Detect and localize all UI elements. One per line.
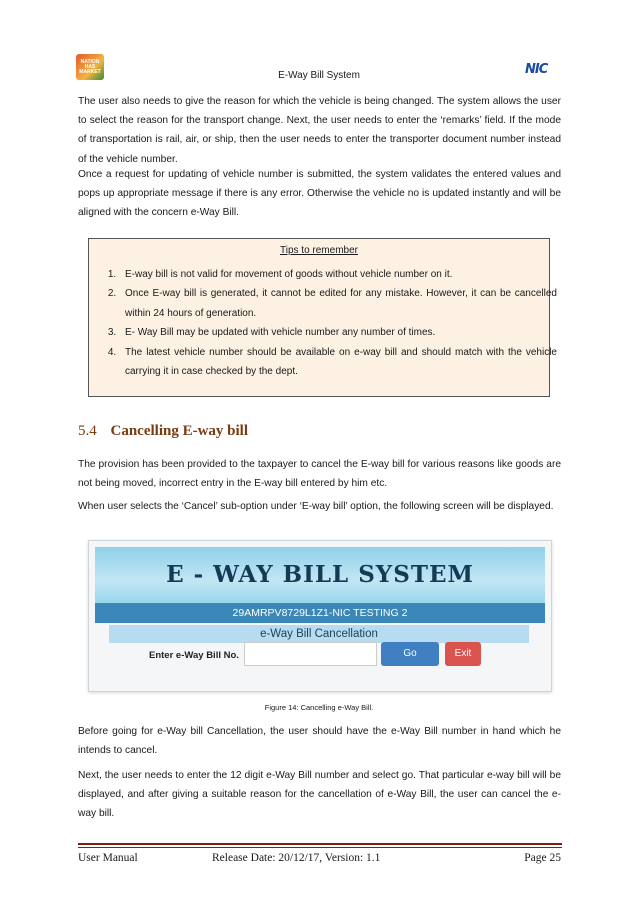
footer-page-number: Page 25: [524, 852, 561, 864]
system-banner: [95, 547, 545, 603]
paragraph-validation: Once a request for updating of vehicle number is submitted, the system validates the entered values and pops up appropriate message if there is any error. Otherwise the vehicle no is updated instantly and will be aligned with the concern e-Way Bill.: [78, 169, 561, 219]
ewb-number-label: Enter e-Way Bill No.: [149, 650, 239, 661]
section-heading: [78, 423, 248, 440]
paragraph-provision: The provision has been provided to the taxpayer to cancel the E-way bill for various reasons like goods are not being moved, incorrect entry in the E-way bill entered by him etc.: [78, 459, 561, 490]
paragraph-vehicle-reason: The user also needs to give the reason for which the vehicle is being changed. The system allows the user to select the reason for the transport change. Next, the user needs to enter the ‘remarks’ field. If the mode of transportation is rail, air, or ship, then the user needs to enter the transporter document number instead of the vehicle number.: [78, 96, 561, 165]
page-header-title: E-Way Bill System: [278, 70, 360, 81]
go-button[interactable]: Go: [381, 642, 439, 666]
paragraph-cancel-option: When user selects the ‘Cancel’ sub-option under ‘E-way bill’ option, the following screen will be displayed.: [78, 501, 554, 512]
footer-rule: [78, 843, 562, 845]
tip-item: 2. Once E-way bill is generated, it cannot be edited for any mistake. However, it can be cancelled within 24 hours of generation.: [119, 284, 557, 323]
gstin-bar: 29AMRPV8729L1Z1-NIC TESTING 2: [95, 603, 545, 623]
figure-caption: Figure 14: Cancelling e-Way Bill.: [264, 703, 374, 712]
ewb-number-input[interactable]: [244, 642, 377, 666]
footer-left: User Manual: [78, 852, 138, 864]
tips-list: [103, 265, 557, 381]
section-number: 5.4: [78, 423, 97, 439]
footer-center: Release Date: 20/12/17, Version: 1.1: [212, 852, 381, 864]
tips-title: Tips to remember: [280, 245, 358, 256]
tip-item: 1. E-way bill is not valid for movement of goods without vehicle number on it.: [119, 265, 557, 284]
logo-text: NATION HAS MARKET: [79, 58, 101, 75]
paragraph-before-cancel: Before going for e-Way bill Cancellation, the user should have the e-Way Bill number in hand which he intends to cancel.: [78, 726, 561, 757]
system-title: E - WAY BILL SYSTEM: [166, 561, 474, 588]
nic-logo: NIC: [525, 62, 548, 77]
form-title-bar: e-Way Bill Cancellation: [109, 625, 529, 643]
tips-box: [88, 238, 557, 397]
exit-button[interactable]: Exit: [445, 642, 481, 666]
tip-item: 3. E- Way Bill may be updated with vehicle number any number of times.: [119, 323, 557, 342]
footer-rule-thin: [78, 847, 562, 848]
cancel-screen-screenshot: [88, 540, 552, 692]
tip-item: 4. The latest vehicle number should be available on e-way bill and should match with the vehicle carrying it in case checked by the dept.: [119, 343, 557, 382]
section-title: Cancelling E-way bill: [110, 423, 249, 439]
paragraph-enter-number: Next, the user needs to enter the 12 digit e-Way Bill number and select go. That particular e-way bill will be displayed, and after giving a suitable reason for the cancellation of e-Way Bill, the user can cancel the e-way bill.: [78, 770, 561, 820]
